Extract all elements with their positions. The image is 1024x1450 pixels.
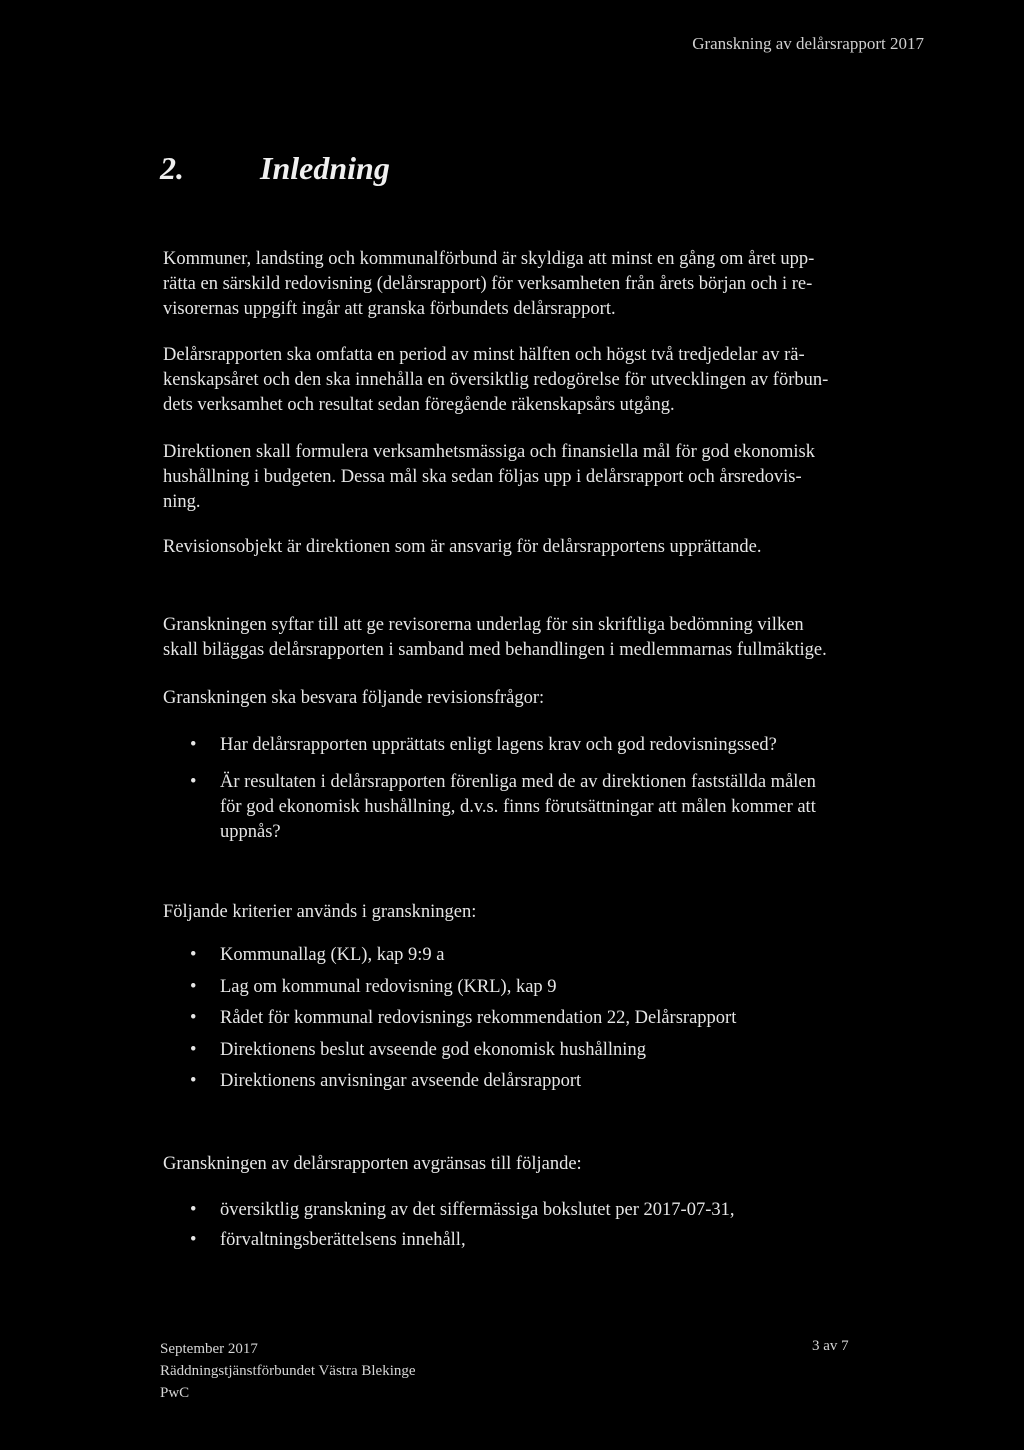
- purpose-paragraph-1: Granskningen syftar till att ge revisorerna underlag för sin skriftliga bedömning vilken skall biläggas delårsrapporten i samband med behandlingen i medlemmarnas fullmäktige.: [163, 615, 827, 660]
- chapter-heading: [160, 150, 390, 187]
- intro-paragraph-2: Delårsrapporten ska omfatta en period av minst hälften och högst två tredjedelar av rä- kenskapsåret och den ska innehålla en översiktlig redogörelse för utvecklingen av förbun- dets verksamhet och resultat sedan föregående räkenskapsårs utgång.: [163, 345, 829, 415]
- criteria-intro: Följande kriterier används i granskningen:: [163, 902, 477, 922]
- page-number: 3 av 7: [812, 1338, 849, 1354]
- purpose-paragraph-2: Granskningen ska besvara följande revisionsfrågor:: [163, 688, 545, 708]
- footer-organization: Räddningstjänstförbundet Västra Blekinge: [160, 1363, 416, 1379]
- footer-company: PwC: [160, 1385, 190, 1401]
- scope-intro: Granskningen av delårsrapporten avgränsas till följande:: [163, 1154, 582, 1174]
- list-item: • Har delårsrapporten upprättats enligt lagens krav och god redovisningssed?: [190, 733, 910, 758]
- chapter-number: 2.: [160, 150, 184, 186]
- list-item: • översiktlig granskning av det siffermässiga bokslutet per 2017-07-31,: [190, 1195, 910, 1225]
- page-footer: [160, 1338, 416, 1404]
- list-item: • Rådet för kommunal redovisnings rekommendation 22, Delårsrapport: [190, 1003, 910, 1035]
- list-item: • Lag om kommunal redovisning (KRL), kap 9: [190, 972, 910, 1004]
- list-item: • Direktionens beslut avseende god ekonomisk hushållning: [190, 1035, 910, 1067]
- list-item: • Kommunallag (KL), kap 9:9 a: [190, 940, 910, 972]
- intro-paragraph-3: Direktionen skall formulera verksamhetsmässiga och finansiella mål för god ekonomisk hushållning i budgeten. Dessa mål ska sedan följas upp i delårsrapport och årsredovis- ning.: [163, 442, 815, 512]
- list-item: • förvaltningsberättelsens innehåll,: [190, 1225, 910, 1255]
- intro-paragraph-4: Revisionsobjekt är direktionen som är ansvarig för delårsrapportens upprättande.: [163, 537, 762, 557]
- chapter-title: Inledning: [260, 150, 390, 186]
- criteria-list: [190, 940, 910, 1098]
- list-item: • Är resultaten i delårsrapporten förenliga med de av direktionen fastställda målen för god ekonomisk hushållning, d.v.s. finns förutsättningar att målen kommer att uppnås?: [190, 770, 910, 845]
- page-header: Granskning av delårsrapport 2017: [692, 34, 924, 53]
- intro-paragraph-1: Kommuner, landsting och kommunalförbund är skyldiga att minst en gång om året upp- rätta en särskild redovisning (delårsrapport) för verksamheten från årets början och i re- visorernas uppgift ingår att granska förbundets delårsrapport.: [163, 249, 815, 319]
- list-item: • Direktionens anvisningar avseende delårsrapport: [190, 1066, 910, 1098]
- scope-list: [190, 1195, 910, 1255]
- footer-date: September 2017: [160, 1341, 258, 1357]
- revision-questions-list: [190, 733, 910, 845]
